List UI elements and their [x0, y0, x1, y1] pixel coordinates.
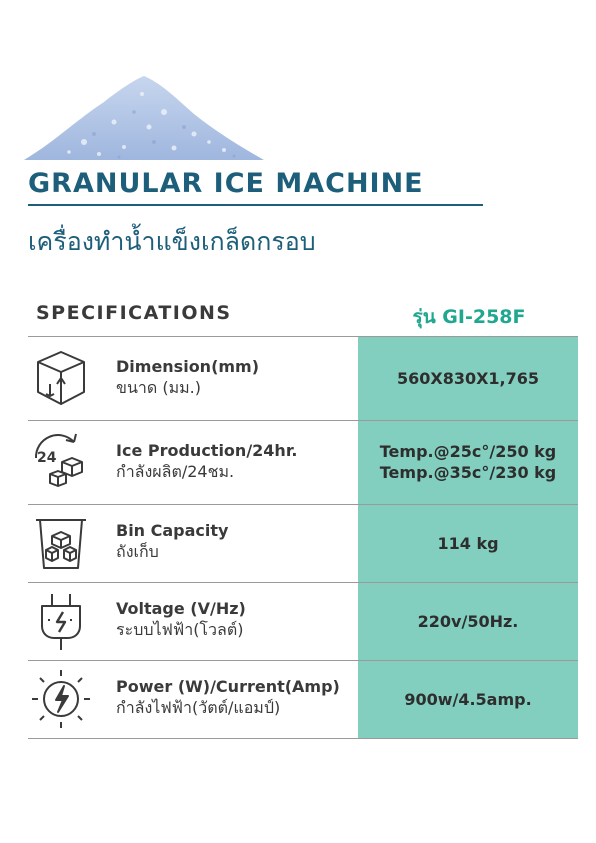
- spec-value-dimension: 560X830X1,765: [396, 369, 540, 388]
- spec-value-voltage: 220v/50Hz.: [417, 612, 519, 631]
- title-divider: [28, 204, 483, 206]
- lightning-bolt-icon: [28, 664, 94, 730]
- spec-value-power: 900w/4.5amp.: [404, 690, 532, 709]
- spec-row-dimension: [28, 336, 578, 420]
- spec-label-th: กำลังไฟฟ้า(วัตต์/แอมป์): [116, 698, 281, 717]
- power-plug-icon: [28, 588, 94, 654]
- spec-label-en: Ice Production/24hr.: [116, 441, 298, 460]
- spec-label-dimension: [116, 356, 259, 398]
- specifications-heading: SPECIFICATIONS: [36, 302, 232, 324]
- spec-label-th: ระบบไฟฟ้า(โวลต์): [116, 620, 244, 639]
- row-divider: [28, 738, 578, 739]
- spec-row-ice-production: [28, 420, 578, 504]
- ice-pile-image: [24, 72, 264, 162]
- model-heading: รุ่น GI-258F: [412, 306, 526, 328]
- spec-label-en: Power (W)/Current(Amp): [116, 677, 340, 696]
- spec-label-th: ขนาด (มม.): [116, 378, 201, 397]
- spec-label-ice-production: [116, 440, 298, 482]
- spec-label-bin-capacity: [116, 520, 228, 562]
- spec-label-power: [116, 676, 340, 718]
- spec-value-line: Temp.@35c°/230 kg: [379, 463, 557, 482]
- spec-value-bin-capacity: 114 kg: [437, 534, 499, 553]
- box-dimension-icon: [28, 344, 94, 410]
- ice-production-24-icon: [28, 428, 94, 494]
- spec-value-ice-production: [358, 441, 578, 483]
- spec-row-bin-capacity: [28, 504, 578, 582]
- spec-label-th: ถังเก็บ: [116, 542, 159, 561]
- spec-label-voltage: [116, 598, 246, 640]
- svg-text:24: 24: [37, 450, 57, 466]
- spec-label-en: Bin Capacity: [116, 521, 229, 540]
- spec-label-th: กำลังผลิต/24ชม.: [116, 462, 235, 481]
- ice-bin-icon: [28, 510, 94, 576]
- spec-row-power: [28, 660, 578, 738]
- spec-label-en: Voltage (V/Hz): [116, 599, 246, 618]
- spec-row-voltage: [28, 582, 578, 660]
- spec-label-en: Dimension(mm): [116, 357, 260, 376]
- title-thai: เครื่องทำน้ำแข็งเกล็ดกรอบ: [28, 227, 316, 256]
- spec-value-line: Temp.@25c°/250 kg: [379, 442, 557, 461]
- title-english: GRANULAR ICE MACHINE: [28, 168, 424, 199]
